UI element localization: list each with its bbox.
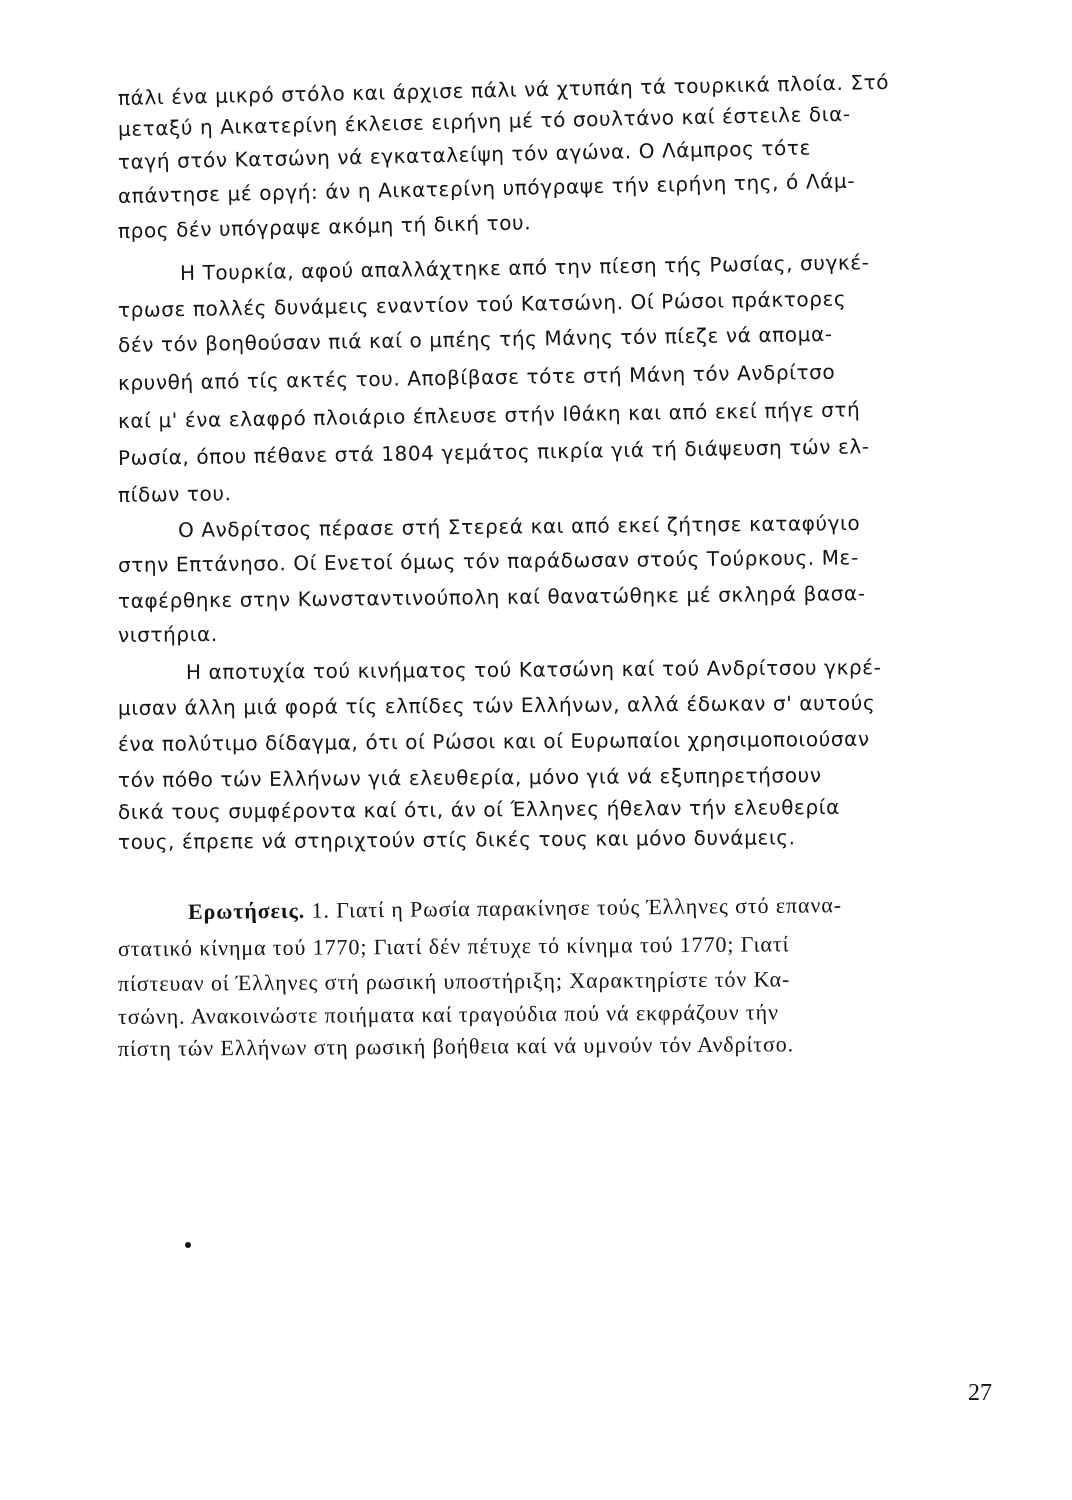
text-line: τσώνη. Ανακοινώστε ποιήματα καί τραγούδια πού νά εκφράζουν τήν [117, 999, 779, 1029]
text-line: πάλι ένα μικρό στόλο και άρχισε πάλι νά χτυπάη τά τουρκικά πλοία. Στό [117, 69, 890, 110]
text-line: Ο Ανδρίτσος πέρασε στή Στερεά και από εκεί ζήτησε καταφύγιο [177, 510, 861, 542]
questions-text: 1. Γιατί η Ρωσία παρακίνησε τούς Έλληνες στό επανα- [304, 892, 843, 923]
text-line: πίστευαν οί Έλληνες στή ρωσική υποστήριξη; Χαρακτηρίστε τόν Κα- [117, 966, 791, 996]
text-line: απάντησε μέ οργή: άν η Αικατερίνη υπόγραψε τήν ειρήνη της, ό Λάμ- [117, 168, 856, 208]
questions-label: Ερωτήσεις. [187, 897, 306, 924]
text-line: τόν πόθο τών Ελλήνων γιά ελευθερία, μόνο γιά νά εξυπηρετήσουν [117, 763, 822, 792]
questions-first-line [188, 891, 842, 926]
text-line: μισαν άλλη μιά φορά τίς ελπίδες τών Ελλήνων, αλλά έδωκαν σ' αυτούς [117, 690, 876, 720]
text-line: στην Επτάνησο. Οί Ενετοί όμως τόν παράδωσαν στούς Τούρκους. Με- [117, 545, 859, 577]
text-line: στατικό κίνημα τού 1770; Γιατί δέν πέτυχε τό κίνημα τού 1770; Γιατί [117, 931, 790, 961]
text-line: τους, έπρεπε νά στηριχτούν στίς δικές τους και μόνο δυνάμεις. [117, 825, 796, 854]
text-line: νιστήρια. [117, 621, 218, 647]
text-line: Η Τουρκία, αφού απαλλάχτηκε από την πίεση τής Ρωσίας, συγκέ- [179, 250, 870, 285]
text-line: Η αποτυχία τού κινήματος τού Κατσώνη καί τού Ανδρίτσου γκρέ- [185, 655, 882, 684]
text-line: δέν τόν βοηθούσαν πιά καί ο μπέης τής Μάνης τόν πίεζε νά απομα- [117, 321, 833, 357]
text-line: μεταξύ η Αικατερίνη έκλεισε ειρήνη μέ τό σουλτάνο καί έστειλε δια- [117, 101, 851, 141]
text-line: καί μ' ένα ελαφρό πλοιάριο έπλευσε στήν Ιθάκη και από εκεί πήγε στή [117, 397, 861, 433]
text-line: προς δέν υπόγραψε ακόμη τή δική του. [117, 210, 532, 243]
page-number: 27 [968, 1380, 992, 1406]
text-line: κρυνθή από τίς ακτές του. Αποβίβασε τότε στή Μάνη τόν Ανδρίτσο [117, 359, 836, 395]
stray-dot [185, 1242, 191, 1248]
text-line: ταφέρθηκε στην Κωνσταντινούπολη καί θανατώθηκε μέ σκληρά βασα- [117, 581, 866, 613]
text-line: δικά τους συμφέροντα καί ότι, άν οί Έλληνες ήθελαν τήν ελευθερία [117, 794, 840, 824]
text-line: πίστη τών Ελλήνων στη ρωσική βοήθεια καί νά υμνούν τόν Ανδρίτσο. [117, 1031, 795, 1061]
text-line: Ρωσία, όπου πέθανε στά 1804 γεμάτος πικρία γιά τή διάψευση τών ελ- [117, 434, 870, 470]
text-line: ένα πολύτιμο δίδαγμα, ότι οί Ρώσοι και οί Ευρωπαίοι χρησιμοποιούσαν [117, 726, 870, 756]
text-line: ταγή στόν Κατσώνη νά εγκαταλείψη τόν αγώνα. Ο Λάμπρος τότε [117, 135, 812, 174]
text-line: τρωσε πολλές δυνάμεις εναντίον τού Κατσώνη. Οί Ρώσοι πράκτορες [117, 286, 847, 322]
text-line: πίδων του. [117, 481, 232, 507]
